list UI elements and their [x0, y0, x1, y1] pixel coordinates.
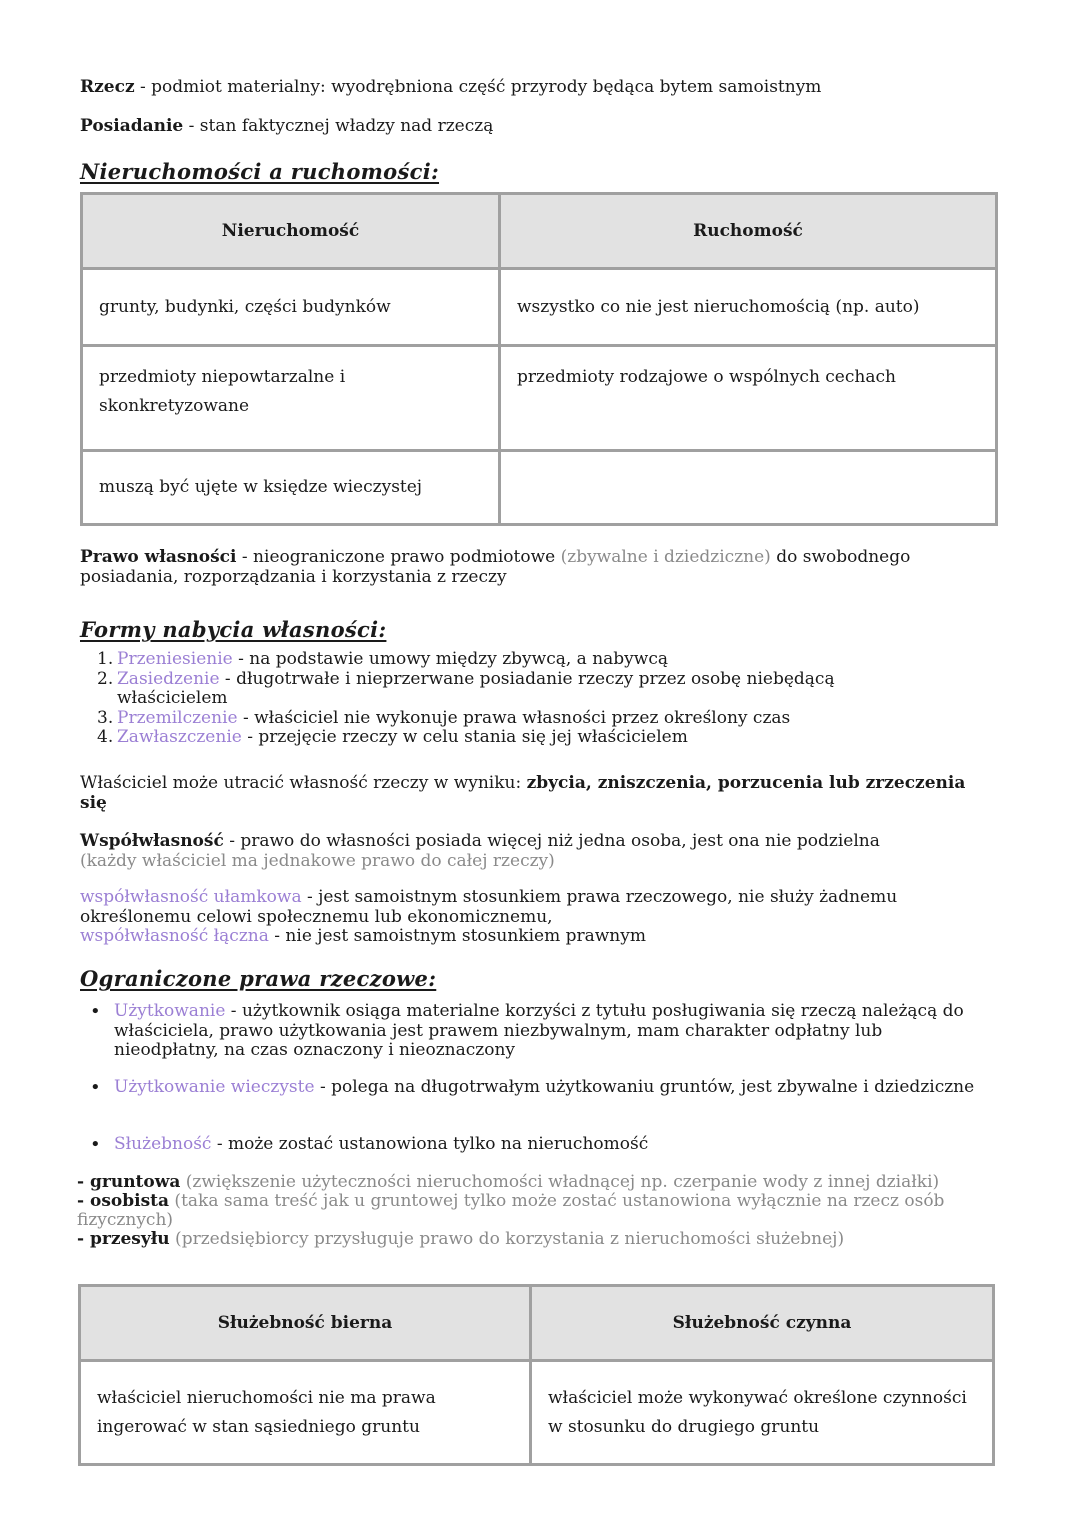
- bullet-def: - polega na długotrwałym użytkowaniu gruntów, jest zbywalne i dziedziczne: [314, 1077, 975, 1097]
- sluzebnosc-osobista: [77, 1192, 972, 1230]
- list-item: [97, 670, 917, 709]
- term-rzecz: Rzecz: [80, 77, 135, 97]
- list-term: Zawłaszczenie: [117, 727, 242, 747]
- utrata-text: Właściciel może utracić własność rzeczy w wyniku:: [80, 773, 527, 793]
- table1-cell: przedmioty rodzajowe o wspólnych cechach: [500, 346, 997, 451]
- heading-nieruchomosci: Nieruchomości a ruchomości:: [80, 159, 440, 184]
- rodzaje-wspolwlasnosci: [80, 888, 980, 947]
- sluzebnosc-types: [77, 1173, 972, 1249]
- dash: -: [77, 1172, 90, 1192]
- definition-prawo-wlasnosci: [80, 548, 980, 587]
- bullet-term: Użytkowanie: [114, 1001, 226, 1021]
- dash: -: [77, 1191, 90, 1211]
- def-rzecz: - podmiot materialny: wyodrębniona część przyrody będąca bytem samoistnym: [134, 77, 822, 97]
- bullet-term: Służebność: [114, 1134, 212, 1154]
- list-def: - na podstawie umowy między zbywcą, a nabywcą: [232, 649, 668, 669]
- bullet-icon: •: [90, 1001, 101, 1022]
- sluzebnosc-przesylu: [77, 1230, 972, 1249]
- bullet-icon: •: [90, 1134, 101, 1155]
- paren-wspolwlasnosc: (każdy właściciel ma jednakowe prawo do całej rzeczy): [80, 850, 555, 871]
- def-laczna: - nie jest samoistnym stosunkiem prawnym: [268, 926, 646, 946]
- heading-ograniczone-prawa: Ograniczone prawa rzeczowe:: [80, 966, 437, 991]
- table-sluzebnosc: [78, 1284, 995, 1466]
- list-item: [97, 728, 917, 748]
- term-wspolwlasnosc: Współwłasność: [80, 831, 224, 851]
- table2-cell: właściciel może wykonywać określone czynności w stosunku do drugiego gruntu: [531, 1361, 994, 1465]
- table2-header-czynna: Służebność czynna: [531, 1286, 994, 1361]
- def-ulamkowa: - jest samoistnym stosunkiem prawa rzeczowego, nie służy żadnemu określonemu celowi społecznemu lub ekonomicznemu,: [80, 887, 898, 927]
- table1-cell: [500, 451, 997, 525]
- list-number: 3.: [97, 707, 114, 728]
- heading-formy-nabycia: Formy nabycia własności:: [80, 617, 387, 642]
- bullet-item: [90, 1002, 984, 1061]
- def-posiadanie: - stan faktycznej władzy nad rzeczą: [183, 116, 494, 136]
- def-prawo-1: - nieograniczone prawo podmiotowe: [236, 547, 561, 567]
- list-def: - długotrwałe i nieprzerwane posiadanie rzeczy przez osobę niebędącą właścicielem: [117, 668, 835, 708]
- term-osobista: osobista: [89, 1191, 170, 1211]
- bullet-item: [90, 1078, 984, 1098]
- list-term: Przemilczenie: [117, 707, 238, 728]
- bullet-term: Użytkowanie wieczyste: [114, 1077, 315, 1097]
- paren-przesylu: (przedsiębiorcy przysługuje prawo do korzystania z nieruchomości służebnej): [169, 1229, 845, 1249]
- list-item: [97, 709, 917, 729]
- term-gruntowa: gruntowa: [89, 1172, 181, 1192]
- list-number: 2.: [97, 668, 114, 689]
- definition-wspolwlasnosc: [80, 832, 880, 871]
- term-laczna: współwłasność łączna: [80, 926, 269, 946]
- list-item: [97, 650, 917, 670]
- list-def: - przejęcie rzeczy w celu stania się jej właścicielem: [241, 727, 688, 747]
- table-nieruchomosci: [80, 192, 998, 526]
- def-prawo-2: do swobodnego posiadania, rozporządzania i korzystania z rzeczy: [80, 547, 911, 587]
- list-number: 1.: [97, 649, 114, 669]
- bullet-def: - użytkownik osiąga materialne korzyści z tytułu posługiwania się rzeczą należącą do właściciela, prawo użytkowania jest prawem niezbywalnym, mam charakter odpłatny lub nieodpłatny, na czas oznaczony i nieoznaczony: [114, 1001, 964, 1060]
- dash: -: [77, 1229, 90, 1249]
- utrata-wlasnosci: [80, 774, 980, 813]
- list-def: - właściciel nie wykonuje prawa własności przez określony czas: [237, 707, 791, 728]
- table1-header-nieruchomosc: Nieruchomość: [82, 194, 500, 269]
- formy-nabycia-list: [97, 650, 917, 748]
- def-wspolwlasnosc: - prawo do własności posiada więcej niż jedna osoba, jest ona nie podzielna: [223, 831, 880, 851]
- definition-posiadanie: [80, 116, 493, 136]
- bullet-icon: •: [90, 1077, 101, 1098]
- term-prawo-wlasnosci: Prawo własności: [80, 547, 237, 567]
- table1-header-ruchomosc: Ruchomość: [500, 194, 997, 269]
- sluzebnosc-gruntowa: [77, 1173, 972, 1192]
- paren-osobista: (taka sama treść jak u gruntowej tylko może zostać ustanowiona wyłącznie na rzecz osób fizycznych): [77, 1191, 945, 1230]
- list-term: Zasiedzenie: [117, 668, 220, 689]
- table2-header-bierna: Służebność bierna: [80, 1286, 531, 1361]
- table2-cell: właściciel nieruchomości nie ma prawa ingerować w stan sąsiedniego gruntu: [80, 1361, 531, 1465]
- bullet-item: [90, 1135, 984, 1155]
- term-przesylu: przesyłu: [89, 1229, 170, 1249]
- term-posiadanie: Posiadanie: [80, 116, 184, 136]
- paren-gruntowa: (zwiększenie użyteczności nieruchomości władnącej np. czerpanie wody z innej działki): [180, 1172, 940, 1192]
- utrata-bold: zbycia, zniszczenia, porzucenia lub zrzeczenia się: [80, 773, 966, 813]
- table1-cell: przedmioty niepowtarzalne i skonkretyzowane: [82, 346, 500, 451]
- bullet-def: - może zostać ustanowiona tylko na nieruchomość: [211, 1134, 649, 1154]
- definition-rzecz: [80, 77, 821, 97]
- term-ulamkowa: współwłasność ułamkowa: [80, 887, 302, 907]
- list-number: 4.: [97, 727, 114, 747]
- table1-cell: grunty, budynki, części budynków: [82, 269, 500, 346]
- table1-cell: muszą być ujęte w księdze wieczystej: [82, 451, 500, 525]
- list-term: Przeniesienie: [117, 649, 233, 669]
- table1-cell: wszystko co nie jest nieruchomością (np. auto): [500, 269, 997, 346]
- paren-zbywalne: (zbywalne i dziedziczne): [560, 547, 771, 567]
